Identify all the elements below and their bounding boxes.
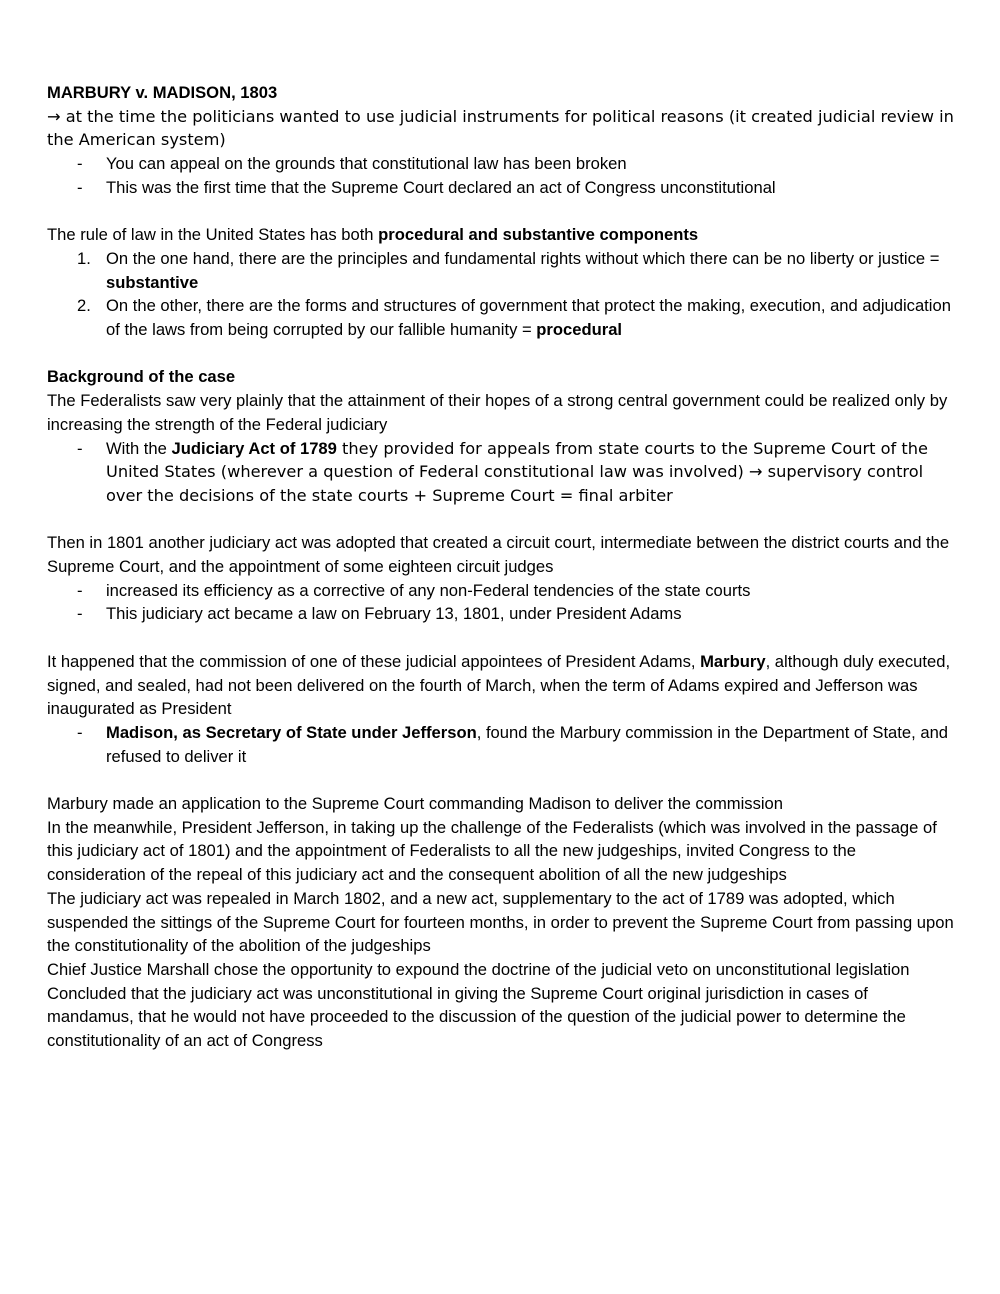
list-item-text: You can appeal on the grounds that constitutional law has been broken [106, 154, 627, 174]
act-1801-bullet-list [47, 579, 957, 626]
spacer [47, 768, 957, 792]
rule-text: The rule of law in the United States has both [47, 225, 379, 245]
list-item-text: This was the first time that the Supreme Court declared an act of Congress unconstitutional [106, 177, 776, 197]
list-item-bold-text: Judiciary Act of 1789 [171, 438, 337, 458]
closing-paragraph: Concluded that the judiciary act was unconstitutional in giving the Supreme Court original jurisdiction in cases of mandamus, that he would not have proceeded to the discussion of the question of the judicial power to determine the constitutionality of an act of Congress [47, 983, 906, 1051]
bullet-dash: - [77, 580, 83, 600]
list-item-text: This judiciary act became a law on February 13, 1801, under President Adams [106, 604, 682, 624]
act-1801-paragraph: Then in 1801 another judiciary act was adopted that created a circuit court, intermediate between the district courts and the Supreme Court, and the appointment of some eighteen circuit judges [47, 533, 950, 577]
item-text: On the other, there are the forms and structures of government that protect the making, execution, and adjudication of the laws from being corrupted by our fallible humanity = [106, 296, 951, 340]
list-item-text: With the [106, 438, 172, 458]
background-bullet-list [47, 437, 957, 508]
list-item [47, 176, 957, 200]
list-item [47, 602, 957, 626]
commission-text: , although duly executed, signed, and sealed, had not been delivered on the fourth of March, when the term of Adams expired and Jefferson was inaugurated as President [47, 651, 951, 719]
rule-bold-text: procedural and substantive components [378, 225, 699, 245]
intro-bullet-list [47, 152, 957, 199]
rule-numbered-list [47, 247, 957, 342]
list-item [47, 579, 957, 603]
bullet-dash: - [77, 154, 83, 174]
bullet-dash: - [77, 604, 83, 624]
list-item-text: they provided for appeals from state courts to the Supreme Court of the United States (wherever a question of Federal constitutional law was involved) → supervisory control over the decisions of the state courts + Supreme Court = final arbiter [106, 438, 928, 505]
spacer [47, 342, 957, 366]
spacer [47, 508, 957, 532]
numbered-item [47, 247, 957, 294]
bullet-dash: - [77, 177, 83, 197]
closing-paragraph: Marbury made an application to the Supreme Court commanding Madison to deliver the commission [47, 794, 784, 814]
intro-paragraph: → at the time the politicians wanted to use judicial instruments for political reasons (it created judicial review in the American system) [47, 106, 954, 150]
background-paragraph: The Federalists saw very plainly that the attainment of their hopes of a strong central government could be realized only by increasing the strength of the Federal judiciary [47, 391, 948, 434]
closing-paragraph: In the meanwhile, President Jefferson, in taking up the challenge of the Federalists (which was involved in the passage of this judiciary act of 1801) and the appointment of Federalists to all the new judgeships, invited Congress to the consideration of the repeal of this judiciary act and the consequent abolition of all the new judgeships [47, 817, 937, 885]
spacer [47, 626, 957, 650]
list-item [47, 721, 957, 768]
document-title: MARBURY v. MADISON, 1803 [47, 83, 278, 102]
numbered-item [47, 294, 957, 341]
item-bold-text: procedural [536, 320, 623, 340]
closing-paragraph: Chief Justice Marshall chose the opportunity to expound the doctrine of the judicial veto on unconstitutional legislation [47, 959, 910, 979]
commission-text: It happened that the commission of one of these judicial appointees of President Adams, [47, 651, 701, 671]
rule-of-law-paragraph [47, 223, 957, 247]
commission-bold-text: Marbury [700, 651, 766, 671]
list-item-text: , found the Marbury commission in the Department of State, and refused to deliver it [106, 722, 949, 766]
list-item-text: increased its efficiency as a corrective of any non-Federal tendencies of the state courts [106, 580, 751, 600]
closing-paragraph: The judiciary act was repealed in March 1802, and a new act, supplementary to the act of 1789 was adopted, which suspended the sittings of the Supreme Court for fourteen months, in order to prevent the Supreme Court from passing upon the constitutionality of the abolition of the judgeships [47, 888, 954, 956]
commission-paragraph [47, 650, 957, 721]
bullet-dash: - [77, 722, 83, 742]
section-heading: Background of the case [47, 367, 236, 387]
list-item [47, 152, 957, 176]
item-number: 1. [77, 248, 91, 268]
list-item-bold-text: Madison, as Secretary of State under Jefferson [106, 722, 477, 742]
list-item [47, 437, 957, 508]
commission-bullet-list [47, 721, 957, 768]
document-body [47, 81, 957, 1053]
item-number: 2. [77, 296, 91, 316]
item-bold-text: substantive [106, 272, 199, 292]
item-text: On the one hand, there are the principles and fundamental rights without which there can be no liberty or justice = [106, 248, 940, 268]
spacer [47, 200, 957, 224]
bullet-dash: - [77, 438, 83, 458]
